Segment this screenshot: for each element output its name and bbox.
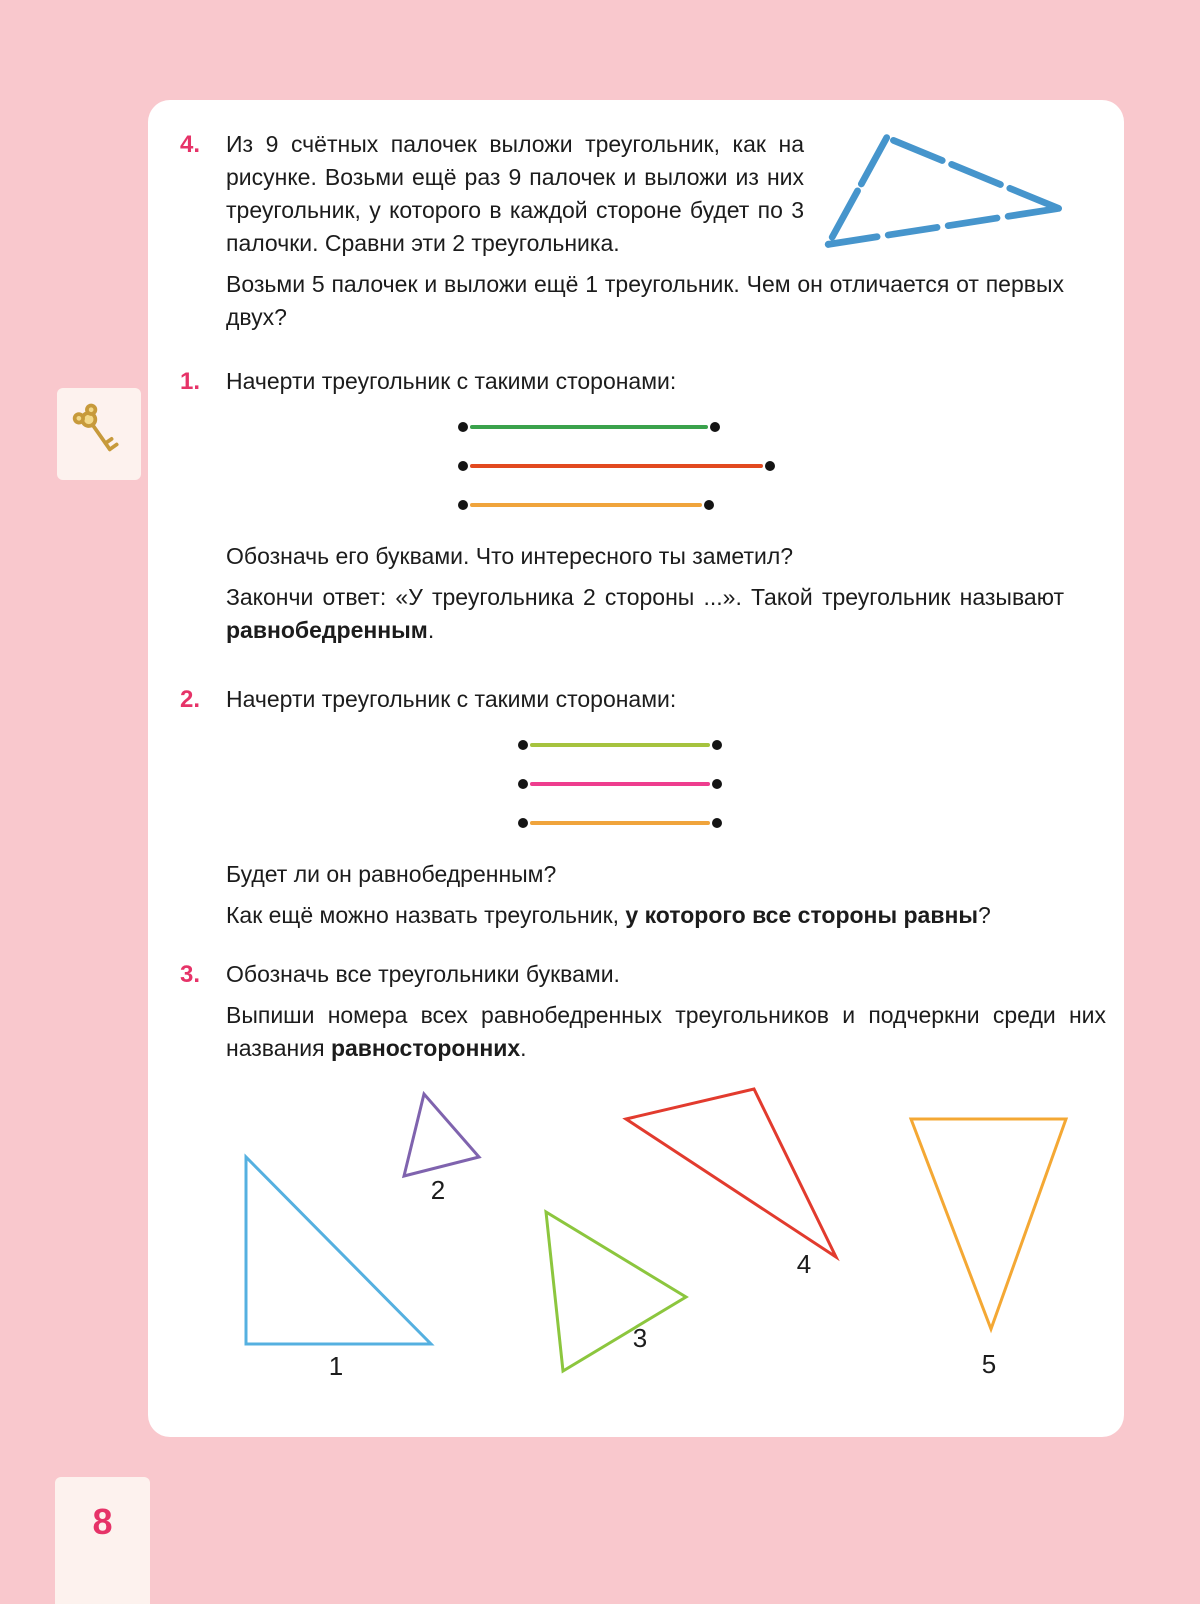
stick-side-left: [828, 138, 886, 245]
sticks-triangle-icon: [824, 132, 1064, 250]
segment-line: [530, 782, 710, 786]
task-4-number: 4.: [180, 131, 201, 158]
task-3-text-post: .: [520, 1035, 527, 1061]
endpoint-dot-left: [518, 818, 528, 828]
endpoint-dot-left: [458, 461, 468, 471]
task-1-paragraph-1: Обозначь его буквами. Что интересного ты заметил?: [226, 543, 794, 569]
triangle-label-5: 5: [981, 1349, 997, 1379]
triangle-label-3: 3: [632, 1323, 648, 1353]
endpoint-dot-right: [712, 740, 722, 750]
segment-line: [470, 464, 763, 468]
orange-segment: [518, 818, 722, 828]
task-1-paragraph-2: [226, 581, 1064, 647]
endpoint-dot-left: [458, 500, 468, 510]
triangle-label-1: 1: [328, 1351, 344, 1379]
task-2-text-pre: Как ещё можно назвать треугольник,: [226, 902, 626, 928]
yellow-green-segment: [518, 740, 722, 750]
task-1-segments: [458, 422, 1064, 510]
endpoint-dot-left: [518, 779, 528, 789]
stick-side-bottom: [828, 208, 1058, 244]
magenta-segment: [518, 779, 722, 789]
endpoint-dot-left: [518, 740, 528, 750]
segment-line: [530, 821, 710, 825]
page-number: 8: [92, 1501, 113, 1542]
red-orange-segment: [458, 461, 775, 471]
triangle-1: [246, 1157, 431, 1344]
task-3-body: [226, 958, 1106, 1379]
key-icon: [69, 402, 129, 466]
task-3: [180, 958, 1106, 1379]
page-number-box: [55, 1477, 150, 1604]
task-4-text-1: Из 9 счётных палочек выложи треугольник, как на рисунке. Возьми ещё раз 9 палочек и выложи из них треугольник, у которого в каждой стороне будет по 3 палочки. Сравни эти 2 треугольника.: [226, 131, 804, 256]
triangle-5: [911, 1119, 1066, 1329]
task-2-text-post: ?: [978, 902, 991, 928]
triangle-label-4: 4: [796, 1249, 812, 1279]
green-segment: [458, 422, 720, 432]
endpoint-dot-right: [712, 779, 722, 789]
endpoint-dot-right: [765, 461, 775, 471]
endpoint-dot-right: [710, 422, 720, 432]
task-1-text-bold: равнобедренным: [226, 617, 428, 643]
task-1-text-post: .: [427, 617, 435, 643]
task-4: [180, 128, 1064, 342]
stick-side-right: [887, 138, 1059, 209]
endpoint-dot-right: [712, 818, 722, 828]
task-2-paragraph-1: Будет ли он равнобедренным?: [226, 861, 557, 887]
triangles-figure: [226, 1079, 1106, 1379]
task-3-text-pre: Выпиши номера всех равнобедренных треугольников и подчеркни среди них названия: [226, 1002, 1106, 1061]
task-4-paragraph-1: [226, 128, 1064, 260]
task-4-body: [226, 128, 1064, 342]
task-2-paragraph-2: [226, 899, 1064, 932]
key-badge: [57, 388, 141, 480]
triangle-2: [404, 1094, 479, 1176]
task-3-paragraph-1: Обозначь все треугольники буквами.: [226, 961, 620, 987]
orange-segment: [458, 500, 714, 510]
task-2-heading: Начерти треугольник с такими сторонами:: [226, 686, 677, 712]
endpoint-dot-right: [704, 500, 714, 510]
task-4-text-2: Возьми 5 палочек и выложи ещё 1 треугольник. Чем он отличается от первых двух?: [226, 271, 1064, 330]
task-2-body: [226, 683, 1064, 940]
task-4-paragraph-2: [226, 268, 1064, 334]
task-1-body: [226, 365, 1064, 655]
segment-line: [470, 503, 702, 507]
segment-line: [470, 425, 708, 429]
task-3-number: 3.: [180, 961, 201, 988]
triangle-3: [546, 1212, 686, 1371]
task-2: [180, 683, 1064, 940]
task-2-number: 2.: [180, 686, 201, 713]
task-3-paragraph-2: [226, 999, 1106, 1065]
task-1-number: 1.: [180, 368, 201, 395]
task-1-heading: Начерти треугольник с такими сторонами:: [226, 368, 677, 394]
task-1-text-pre: Закончи ответ: «У треугольника 2 стороны ...». Такой треугольник называют: [226, 584, 1064, 610]
endpoint-dot-left: [458, 422, 468, 432]
triangle-4: [626, 1089, 836, 1257]
content-card: [148, 100, 1124, 1437]
task-1: [180, 365, 1064, 655]
segment-line: [530, 743, 710, 747]
task-2-segments: [518, 740, 1064, 828]
triangle-label-2: 2: [430, 1175, 446, 1205]
task-3-text-bold: равносторонних: [330, 1035, 521, 1061]
sticks-triangle-figure: [824, 132, 1064, 250]
task-2-text-bold: у которого все стороны равны: [625, 902, 978, 928]
